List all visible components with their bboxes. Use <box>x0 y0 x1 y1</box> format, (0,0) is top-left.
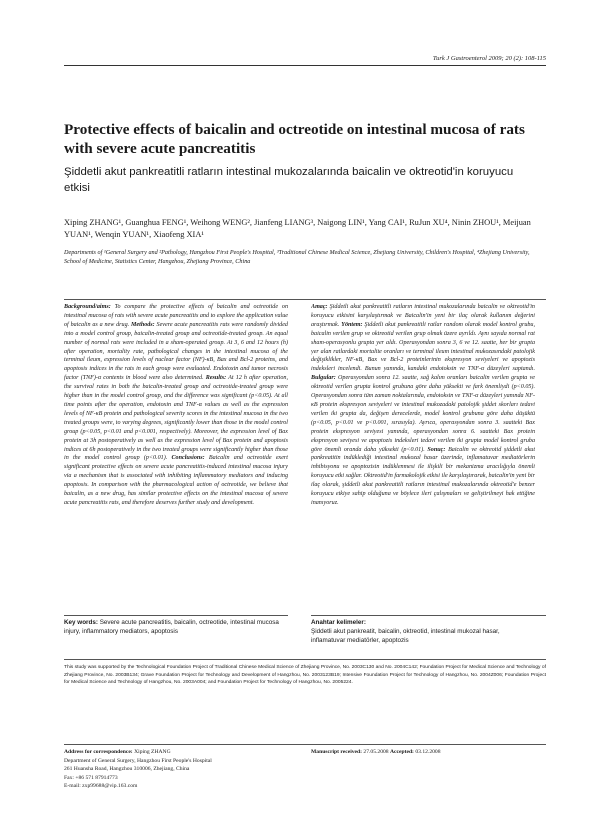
correspondence-department: Department of General Surgery, Hangzhou First People's Hospital <box>64 757 212 764</box>
abstract-turkish <box>311 303 535 616</box>
article-title: Protective effects of baicalin and octreotide on intestinal mucosa of rats with severe acute pancreatitis <box>64 121 525 157</box>
results-text: At 12 h after operation, the survival rates in both the baicalin-treated group and octreotide-treated group were higher than in the model control group, and the difference was significant (p<0.05). At all time points after the operation, endotoxin and TNF-α values as well as the expression levels of NF-κB protein and pathological severity scores in the intestinal mucosa in the two treated groups were, to varying degrees, significantly lower than those in the model control group (p<0.05, p<0.01 and p<0.001, respectively). Moreover, the expression level of Bax protein at 3h postoperatively as well as the expression level of Bax protein and apoptosis indices at 6h postoperatively in the two treated groups were significantly higher than those in the model control group (p<0.01). <box>64 375 288 462</box>
abstract-top-rule <box>64 299 546 300</box>
yontem-label: Yöntem: <box>341 321 363 328</box>
correspondence-block <box>64 748 294 791</box>
amac-label: Amaç: <box>311 304 328 310</box>
keywords-turkish <box>311 618 535 645</box>
keywords-english <box>64 618 288 636</box>
results-label: Results: <box>205 375 227 382</box>
author-list: Xiping ZHANG¹, Guanghua FENG¹, Weihong WENG², Jianfeng LIANG³, Naigong LIN¹, Yang CAI¹, RuJun XU⁴, Ninin ZHOU¹, Meijuan YUAN¹, Wenqin YUAN¹, Xiaofeng XIA¹ <box>64 218 531 240</box>
received-date: 27.05.2008 <box>363 749 389 755</box>
correspondence-name: Xiping ZHANG <box>134 749 171 755</box>
background-text: To compare the protective effects of baicalin and octreotide on intestinal mucosa of rats with severe acute pancreatitis and to explore the application value of baicalin as a new drug. <box>64 304 288 328</box>
methods-label: Methods: <box>131 321 155 328</box>
keywords-en-label: Key words: <box>64 619 98 626</box>
keywords-tr-label: Anahtar kelimeler: <box>311 619 366 626</box>
received-label: Manuscript received: <box>311 749 363 755</box>
conclusions-text: Baicalin and octreotide exert significant protective effects on severe acute pancreatitis-induced intestinal mucosa injury via a mechanism that is associated with inhibiting inflammatory mediators and inducing apoptosis. In comparison with the pharmacological action of octreotide, we believe that baicalin, as a new drug, has similar protective effects on the intestinal mucosa of severe acute pancreatitis rats, and therefore deserves further study and development. <box>64 455 288 506</box>
keywords-right-rule <box>311 615 546 616</box>
journal-reference: Turk J Gastroenterol 2009; 20 (2): 108-115 <box>432 55 546 62</box>
affiliations: Departments of ¹General Surgery and ²Pathology, Hangzhou First People's Hospital, ³Traditional Chinese Medical Science, Zhejiang University, Children's Hospital, ⁴Zhejiang University, School of Medicine, Statistics Center, Hangzhou, Zhejiang Province, China <box>64 249 530 266</box>
keywords-tr-text: Şiddetli akut pankreatit, baicalin, oktreotid, intestinal mukozal hasar, inflamatuvar mediatörler, apoptozis <box>311 628 500 644</box>
keywords-left-rule <box>64 615 288 616</box>
accepted-label: Accepted: <box>390 749 414 755</box>
methods-text: Severe acute pancreatitis rats were randomly divided into a model control group, baicalin-treated group and octreotide-treated group. An equal number of normal rats were included in a sham-operated group. At 3, 6 and 12 hours (h) after operation, mortality rate, pathological changes in the intestinal mucosa of the terminal ileum, expression levels of nuclear factor (NF)-κB, Bax and Bcl-2 proteins, and apoptosis indices in the rats in each group were evaluated. Endotoxin and tumor necrosis factor (TNF)-α contents in blood were also determined. <box>64 321 288 382</box>
funding-statement: This study was supported by the Technological Foundation Project of Traditional Chinese Medical Science of Zhejiang Province, No. 2003C130 and No. 2004C142; Foundation Project for Medical Science and Technology of Zhejiang Province, No. 2003B134; Grave Foundation Project for Technology and Development of Hangzhou, No. 2003123B19; Intensive Foundation Project for Technology of Hangzhou, No. 2004Z006; Foundation Project for Medical Science and Technology of Hangzhou, No. 2003A004; and Foundation Project for Technology of Hangzhou, No. 2005224. <box>64 665 546 686</box>
correspondence-address: 261 Huansha Road, Hangzhou 310006, Zhejiang, China <box>64 766 190 773</box>
article-subtitle-turkish: Şiddetli akut pankreatitli ratların intestinal mukozalarında baicalin ve oktreotid'in koruyucu etkisi <box>64 166 514 194</box>
correspondence-heading <box>64 748 294 757</box>
correspondence-email: E-mail: zxp99688@vip.163.com <box>64 783 138 790</box>
funding-top-rule <box>64 659 546 660</box>
abstract-english <box>64 303 288 616</box>
manuscript-dates <box>311 748 546 757</box>
header-rule <box>64 65 546 66</box>
sonuc-text: Baicalin ve oktreotid şiddetli akut pankreatitin indüklediği intestinal mukozal hasar üzerinde, inflamatuvar mediatörlerin inhibisyonu ve apoptozisin indüklenmesi ile ilişkili bir mekanizma aracılığıyla önemli koruyucu etki sağlar. Oktreotid'in farmakolojik etkisi ile karşılaştırarak, baicalin'in yeni bir ilaç olarak, şiddetli akut pankreatitli ratların intestinal mukozalarında oktreotid'e benzer koruyucu etkiye sahip olduğuna ve böylece ileri çalışmaları ve geliştirilmeyi hak ettiğine inanıyoruz. <box>311 446 535 506</box>
correspondence-fax: Fax: +86 571 87914773 <box>64 774 118 781</box>
amac-text: Şiddetli akut pankreatitli ratların intestinal mukozalarında baicalin ve oktreotid'in koruyucu etkisini karşılaştırmak ve Baicalin'in yeni bir ilaç olarak kullanım değerini araştırmak. <box>311 304 535 328</box>
correspondence-top-rule <box>64 744 546 745</box>
bulgular-text: Operasyondan sonra 12. saatte, sağ kalım oranları baicalin verilen grupta ve oktreotid verilen grupta kontrol grubuna göre daha yüksekti ve fark önemliydi (p<0.05). Operasyondan sonra tüm zaman noktalarında, endotoksin ve TNF-α düzeyleri yanında NF-κB protein ekspresyon seviyeleri ve intestinal mukozadaki patolojik şiddet skorları tedavi verilen iki grupta da, değişen derecelerde, model kontrol grubuna göre daha düşüktü (p<0.05, p<0.01 ve p<0.001, sırasıyla). Ayrıca, operasyondan sonra 3. saatteki Bax protein ekspresyon seviyesi yanında, operasyondan sonra 6. saatteki Bax protein ekspresyon seviyesi ve apoptozis indeksleri tedavi verilen iki grupta model kontrol gruba göre önemli oranda daha yüksekti (p<0.01). <box>311 375 535 453</box>
yontem-text: Şiddetli akut pankreatitli ratlar random olarak model kontrol grubu, baicalin verilen grup ve oktreotid verilen grup olmak üzere ayrıldı. Aynı sayıda normal rat sham-operasyonlu grupta yer aldı. Operasyondan sonra 3, 6 ve 12. saatte, her bir grupta yer alan ratlardaki mortalite oranları ve terminal ileum intestinal mukozasındaki patolojik değişiklikler, NF-κB, Bax ve Bcl-2 proteinlerinin ekspresyon seviyeleri ve apoptozis indeksleri incelendi. Bunun yanında, kandaki endotoksin ve TNF-α düzeyleri saptandı. <box>311 321 535 373</box>
correspondence-label: Address for correspondence: <box>64 749 133 755</box>
sonuc-label: Sonuç: <box>427 446 446 453</box>
background-label: Background/aims: <box>64 304 111 310</box>
accepted-date: 03.12.2008 <box>415 749 441 755</box>
keywords-en-text: Severe acute pancreatitis, baicalin, octreotide, intestinal mucosa injury, inflammatory mediators, apoptosis <box>64 619 279 635</box>
conclusions-label: Conclusions: <box>171 455 205 462</box>
bulgular-label: Bulgular: <box>311 375 336 382</box>
